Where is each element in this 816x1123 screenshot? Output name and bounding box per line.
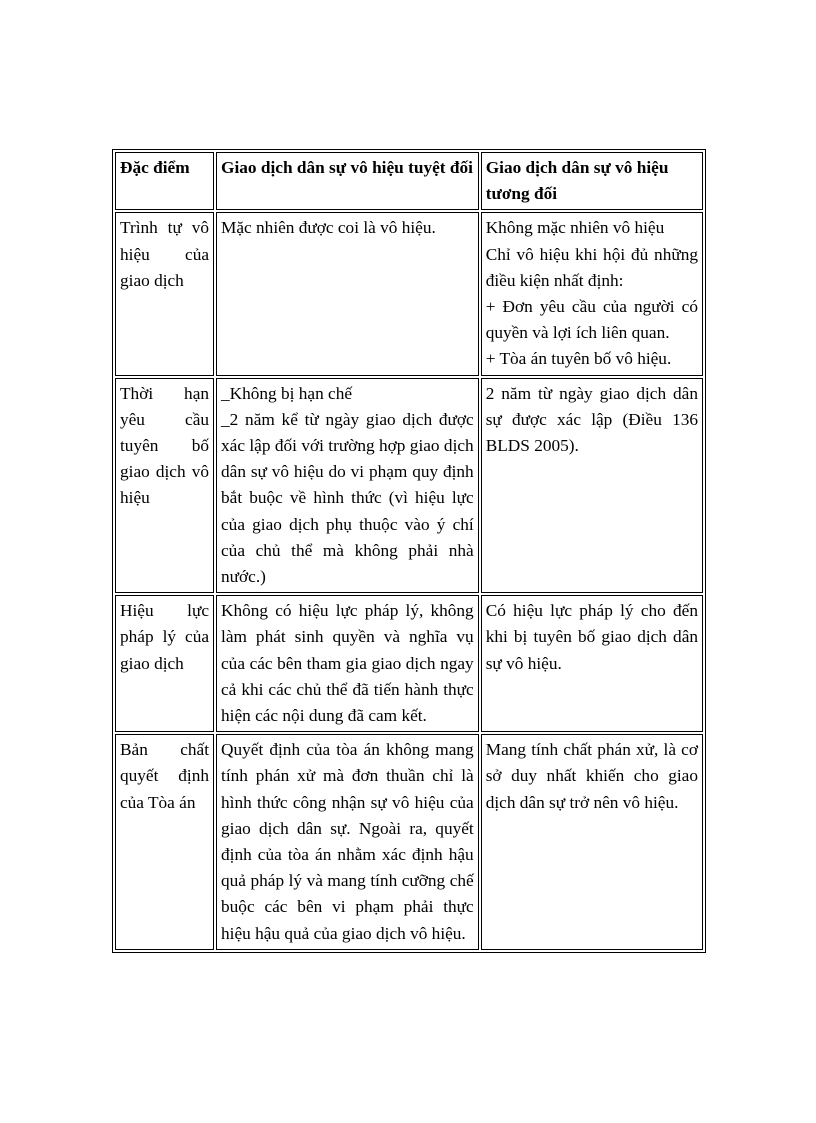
row-absolute-cell (216, 212, 479, 375)
table-row (115, 378, 703, 594)
row-relative-cell (481, 212, 703, 375)
cell-line: Mặc nhiên được coi là vô hiệu. (221, 218, 436, 238)
cell-line: _2 năm kể từ ngày giao dịch được xác lập đối với trường hợp giao dịch dân sự vô hiệu do vi phạm quy định bắt buộc về hình thức (vì hiệu lực của giao dịch phụ thuộc vào ý chí của chủ thể mà không phải nhà nước.) (221, 409, 474, 587)
cell-line: Không có hiệu lực pháp lý, không làm phát sinh quyền và nghĩa vụ của các bên tham gia giao dịch ngay cả khi các chủ thể đã tiến hành thực hiện các nội dung đã cam kết. (221, 601, 474, 726)
cell-line: Quyết định của tòa án không mang tính phán xử mà đơn thuần chỉ là hình thức công nhận sự vô hiệu của giao dịch dân sự. Ngoài ra, quyết định của tòa án nhằm xác định hậu quả pháp lý và mang tính cưỡng chế buộc các bên vi phạm phải thực hiệu hậu quả của giao dịch vô hiệu. (221, 740, 474, 943)
cell-line: Chỉ vô hiệu khi hội đủ những điều kiện nhất định: (485, 244, 698, 290)
row-feature-cell: Bản chất quyết định của Tòa án (115, 734, 214, 950)
row-feature-cell: Thời hạn yêu cầu tuyên bố giao dịch vô hiệu (115, 378, 214, 594)
cell-line: 2 năm từ ngày giao dịch dân sự được xác lập (Điều 136 BLDS 2005). (485, 383, 698, 456)
table-row (115, 212, 703, 375)
row-absolute-cell (216, 378, 479, 594)
table-header-row (115, 152, 703, 210)
row-absolute-cell (216, 595, 479, 732)
row-absolute-cell (216, 734, 479, 950)
header-relative-void: Giao dịch dân sự vô hiệu tương đối (481, 152, 703, 210)
row-relative-cell (481, 734, 703, 950)
row-relative-cell (481, 595, 703, 732)
table-row (115, 734, 703, 950)
row-feature-cell: Hiệu lực pháp lý của giao dịch (115, 595, 214, 732)
cell-line: + Tòa án tuyên bố vô hiệu. (485, 349, 672, 369)
table-row (115, 595, 703, 732)
cell-line: Mang tính chất phán xử, là cơ sở duy nhất khiến cho giao dịch dân sự trở nên vô hiệu. (485, 740, 698, 812)
comparison-table (112, 149, 706, 953)
header-feature: Đặc điểm (115, 152, 214, 210)
row-feature-cell: Trình tự vô hiệu của giao dịch (115, 212, 214, 375)
cell-line: _Không bị hạn chế (221, 383, 353, 403)
cell-line: Có hiệu lực pháp lý cho đến khi bị tuyên bố giao dịch dân sự vô hiệu. (485, 601, 698, 673)
cell-line: Không mặc nhiên vô hiệu (485, 218, 665, 238)
row-relative-cell (481, 378, 703, 594)
header-absolute-void: Giao dịch dân sự vô hiệu tuyệt đối (216, 152, 479, 210)
cell-line: + Đơn yêu cầu của người có quyền và lợi ích liên quan. (485, 297, 698, 343)
